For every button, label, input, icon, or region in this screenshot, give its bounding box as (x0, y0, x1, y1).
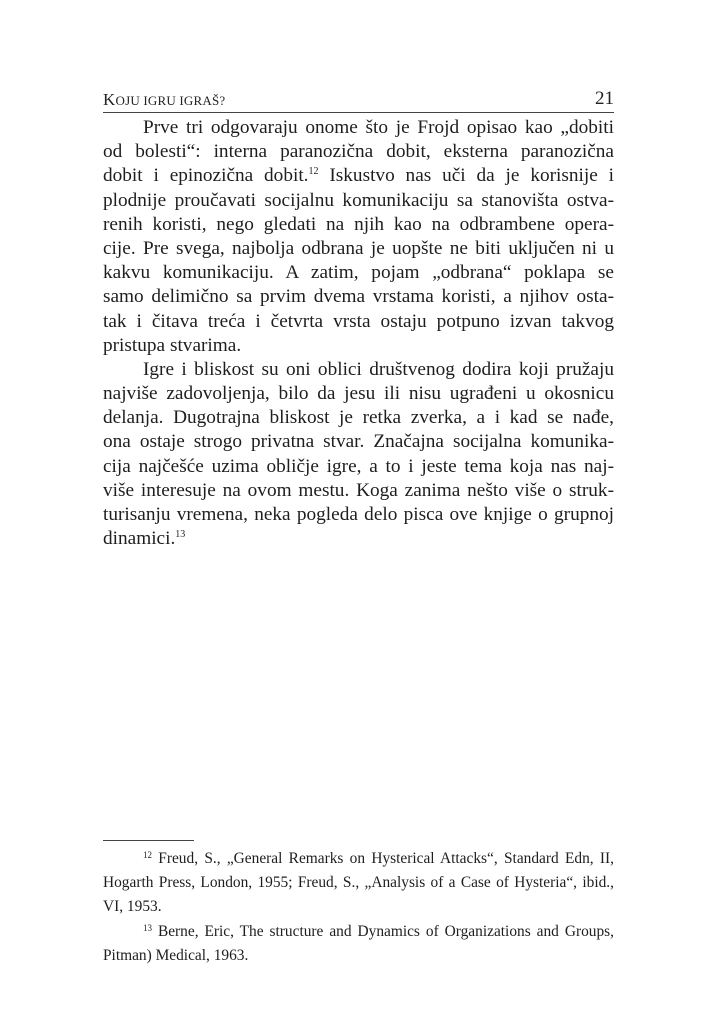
footnote-text: Berne, Eric, The structure and Dynamics of Organizations and Groups, (152, 922, 614, 940)
running-title-smallcaps: OJU IGRU IGRAŠ? (115, 93, 226, 108)
page-number: 21 (595, 88, 614, 109)
text-fragment: dobit i epinozična dobit. (103, 165, 309, 187)
footnote-line (103, 922, 614, 946)
text-line: Prve tri odgovaraju onome što je Frojd opisao kao „dobiti (143, 117, 614, 138)
footnote-reference[interactable]: 12 (308, 166, 319, 178)
text-line: ona ostaje strogo privatna stvar. Značajna socijalna komunika- (103, 431, 614, 453)
text-line: delanja. Dugotrajna bliskost je retka zverka, a i kad se nađe, (103, 407, 614, 429)
text-line: cija najčešće uzima obličje igre, a to i jeste tema koja nas naj- (103, 455, 614, 477)
footnotes (103, 849, 614, 970)
text-line: renih koristi, nego gledati na njih kao na odbrambene opera- (103, 213, 614, 235)
text-line: samo delimično sa prvim dvema vrstama koristi, a njihov osta- (103, 286, 614, 308)
footnote-line (103, 849, 614, 873)
footnote-number: 13 (143, 922, 152, 933)
text-line: cije. Pre svega, najbolja odbrana je uopšte ne biti uključen ni u (103, 237, 614, 259)
text-line: kakvu komunikaciju. A zatim, pojam „odbrana“ poklapa se (103, 262, 614, 284)
paragraph-2 (103, 358, 614, 552)
text-line: turisanju vremena, neka pogleda delo pisca ove knjige o grupnoj (103, 504, 614, 525)
footnote-text: Freud, S., „General Remarks on Hysterical Attacks“, Standard Edn, II, (152, 850, 614, 867)
text-line: tak i čitava treća i četvrta vrsta ostaju potpuno izvan takvog (103, 310, 614, 332)
text-line (103, 164, 614, 188)
footnote-12 (103, 849, 614, 922)
text-line: plodnije proučavati socijalnu komunikaciju sa stanovišta ostva- (103, 189, 614, 211)
footnote-line: VI, 1953. (103, 898, 162, 916)
text-fragment: dinamici. (103, 528, 176, 550)
footnote-separator (103, 840, 194, 841)
text-line: od bolesti“: interna paranozična dobit, eksterna paranozična (103, 141, 614, 163)
body-text (103, 116, 614, 551)
footnote-line: Pitman) Medical, 1963. (103, 946, 249, 964)
text-line: pristupa stvarima. (103, 334, 242, 356)
paragraph-1 (103, 116, 614, 358)
text-line (103, 527, 614, 551)
running-header (103, 88, 614, 113)
footnote-reference[interactable]: 13 (175, 529, 186, 541)
running-title-initial: K (103, 90, 116, 109)
text-line: Igre i bliskost su oni oblici društvenog dodira koji pružaju (143, 358, 614, 380)
running-title (103, 90, 225, 110)
text-line: više interesuje na ovom mestu. Koga zanima nešto više o struk- (103, 479, 614, 501)
text-fragment: Iskustvo nas uči da je korisnije i (318, 165, 615, 187)
footnote-number: 12 (143, 850, 152, 860)
text-line: najviše zadovoljenja, bilo da jesu ili nisu ugrađeni u okosnicu (103, 383, 614, 405)
footnote-13 (103, 922, 614, 970)
footnote-line: Hogarth Press, London, 1955; Freud, S., „Analysis of a Case of Hysteria“, ibid., (103, 874, 614, 892)
